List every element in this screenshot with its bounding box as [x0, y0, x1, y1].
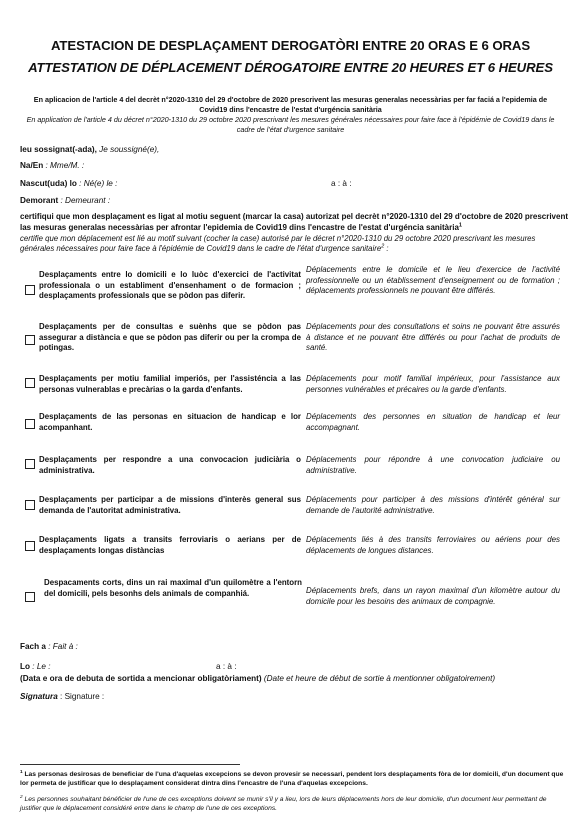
- name-label-fr: : Mme/M. :: [45, 161, 85, 170]
- reason-text-fr: Déplacements brefs, dans un rayon maximal d'un kilomètre autour du domicile pour les besoins des animaux de compagnie.: [306, 586, 560, 606]
- date-note-oc: (Data e ora de debuta de sortida a mencionar obligatòriament): [20, 674, 262, 683]
- reason-text-oc: Desplaçaments per de consultas e suènhs que se pòdon pas assegurar a distància e que se pòdon pas diferir ou per la crompa de potingas.: [39, 322, 301, 352]
- title-occitan: ATESTACION DE DESPLAÇAMENT DEROGATÒRI ENTRE 20 ORAS E 6 ORAS: [50, 38, 531, 53]
- reason-text-fr: Déplacements pour répondre à une convocation judiciaire ou administrative.: [306, 455, 560, 475]
- reason-text-fr: Déplacements entre le domicile et le lieu d'exercice de l'activité professionnelle ou un établissement d'enseignement ou de formation ; déplacements professionnels ne pouvant être différés.: [306, 265, 560, 295]
- reason-text-fr: Déplacements liés à des transits ferroviaires ou aériens pour des déplacements de longues distances.: [306, 535, 560, 555]
- field-birth-date[interactable]: [20, 179, 117, 188]
- signature-label-oc: Signatura: [20, 692, 58, 701]
- field-name[interactable]: [20, 161, 84, 170]
- reason-checkbox-work[interactable]: [25, 285, 35, 295]
- reason-text-fr: Déplacements pour motif familial impérieux, pour l'assistance aux personnes vulnérables et précaires ou la garde d'enfants.: [306, 374, 560, 394]
- field-made-at[interactable]: [20, 642, 78, 651]
- field-birth-place[interactable]: [331, 179, 351, 188]
- intro-occitan: En aplicacion de l'article 4 del decrèt n°2020-1310 del 29 d'octobre de 2020 prescrivent las mesuras generalas necessàrias per far faciá a l'epidemia de Covid19 dins l'encastre de l'estat d'urgéncia sanitària: [33, 95, 548, 114]
- reason-text-oc: Desplaçaments entre lo domicili e lo luòc d'exercici de l'activitat professionala o un establiment d'ensenhament o de formacion ; desplaçaments professionals que se pòdon pas diferir.: [39, 270, 301, 300]
- footnote-divider: [20, 764, 240, 765]
- reason-text-oc: Desplaçaments ligats a transits ferroviaris o aerians per de desplaçaments longas distàncias: [39, 535, 301, 555]
- reason-checkbox-pets[interactable]: [25, 592, 35, 602]
- undersigned-label-fr: Je soussigné(e),: [99, 145, 160, 154]
- field-address[interactable]: [20, 196, 110, 205]
- reason-checkbox-transit[interactable]: [25, 541, 35, 551]
- reason-checkbox-summons[interactable]: [25, 459, 35, 469]
- address-label-oc: Demorant: [20, 196, 59, 205]
- born-at-label: a : à :: [331, 179, 352, 188]
- footnote-1: $^1$ Las personas desirosas de beneficiar de l'una d'aquelas excepcions se devon provesir se necessari, pendent lors desplaçaments fòra de lor domicili, d'un document que lor permeta de justificar que lo desplaçament considerat dintra dins l'encastre de l'una d'aquelas excepcions.: [20, 768, 564, 787]
- time-label: a : à :: [216, 662, 237, 671]
- reason-text-oc: Despacaments corts, dins un rai maximal d'un quilomètre a l'entorn del domicili, pels besonhs dels animals de companhiá.: [44, 578, 302, 598]
- reason-text-oc: Desplaçaments per respondre a una convocacion judiciària o administrativa.: [39, 455, 301, 475]
- reason-checkbox-mission[interactable]: [25, 500, 35, 510]
- footnote-2: $^2$ Les personnes souhaitant bénéficier de l'une de ces exceptions doivent se munir s'il y a lieu, lors de leurs déplacements hors de leur domicile, d'un document leur permettant de justifier que le déplacement considéré entre dans le champ de l'une de ces exceptions.: [20, 793, 547, 812]
- field-signature[interactable]: [20, 692, 104, 701]
- undersigned-label-oc: Ieu sossignat(-ada),: [20, 145, 97, 154]
- field-time[interactable]: [216, 662, 236, 671]
- title-french: ATTESTATION DE DÉPLACEMENT DÉROGATOIRE ENTRE 20 HEURES ET 6 HEURES: [28, 60, 553, 75]
- address-label-fr: : Demeurant :: [60, 196, 111, 205]
- reason-checkbox-family[interactable]: [25, 378, 35, 388]
- intro-french: En application de l'article 4 du décret n°2020-1310 du 29 octobre 2020 prescrivant les mesures générales nécessaires pour faire face à l'épidémie de Covid19 dans le cadre de l'état d'urgence sanitaire: [26, 115, 555, 134]
- date-note-fr: (Date et heure de début de sortie à mentionner obligatoirement): [263, 674, 496, 683]
- reason-text-fr: Déplacements pour participer à des missions d'intérêt général sur demande de l'autorité administrative.: [306, 495, 560, 515]
- made-at-label-oc: Fach a: [20, 642, 46, 651]
- born-label-fr: : Né(e) le :: [79, 179, 118, 188]
- name-label-oc: Na/En: [20, 161, 44, 170]
- reason-text-fr: Déplacements des personnes en situation de handicap et leur accompagnant.: [306, 412, 560, 432]
- date-time-note: [20, 674, 495, 683]
- reason-checkbox-handicap[interactable]: [25, 419, 35, 429]
- signature-label-fr: : Signature :: [60, 692, 105, 701]
- date-label-fr: : Le :: [32, 662, 51, 671]
- certify-occitan: certifiqui que mon desplaçament es ligat al motiu seguent (marcar la casa) autorizat pel decrèt n°2020-1310 del 29 d'octobre de 2020 prescrivent las mesuras generalas necessàrias per afrontar l'epidemia de Covid19 dins l'encastre de l'estat d'urgéncia sanitària$^1$: [20, 212, 568, 232]
- reason-text-oc: Desplaçaments de las personas en situacion de handicap e lor acompanhant.: [39, 412, 301, 432]
- date-label-oc: Lo: [20, 662, 31, 671]
- field-date[interactable]: [20, 662, 51, 671]
- reason-text-oc: Desplaçaments per participar a de missions d'interès general sus demanda de l'autoritat administrativa.: [39, 495, 301, 515]
- reason-checkbox-health[interactable]: [25, 335, 35, 345]
- born-label-oc: Nascut(uda) lo: [20, 179, 77, 188]
- reason-text-oc: Desplaçaments per motiu familial imperiós, per l'assisténcia a las personas vulnerablas e precàrias o la garda d'enfants.: [39, 374, 301, 394]
- reason-text-fr: Déplacements pour des consultations et soins ne pouvant être assurés à distance et ne pouvant être différés ou pour l'achat de produits de santé.: [306, 322, 560, 352]
- field-undersigned[interactable]: [20, 145, 159, 154]
- certify-french: certifie que mon déplacement est lié au motif suivant (cocher la case) autorisé par le décret n°2020-1310 du 29 octobre 2020 prescrivant les mesures générales nécessaires pour faire face à l'épidémie de Covid19 dans le cadre de l'état d'urgence sanitaire$^2$ :: [20, 234, 536, 253]
- made-at-label-fr: : Fait à :: [48, 642, 78, 651]
